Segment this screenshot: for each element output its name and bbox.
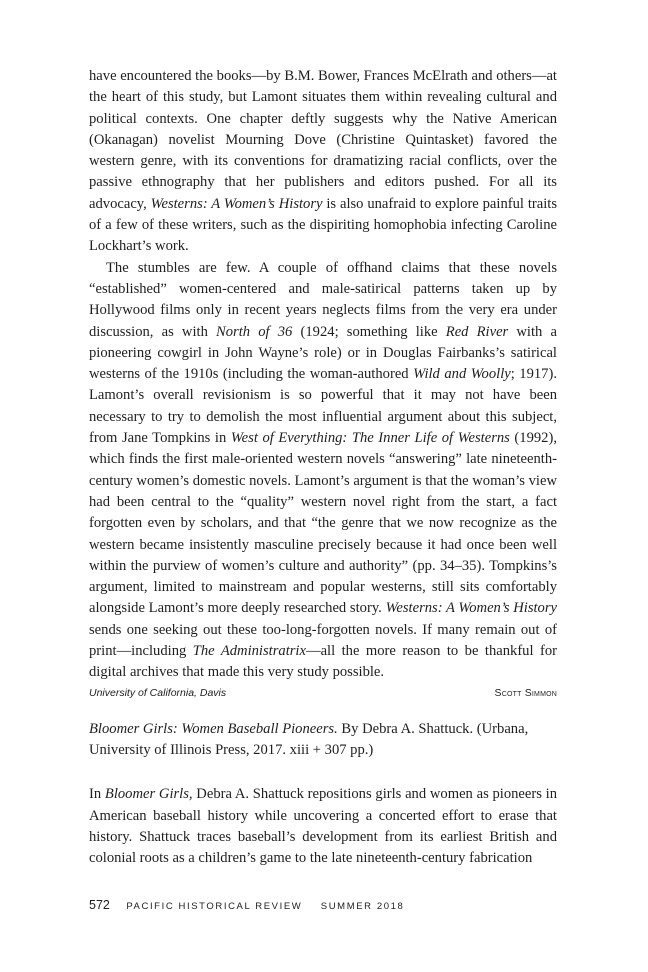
reviewer-signature <box>89 687 557 699</box>
book-title-italic: West of Everything: The Inner Life of Westerns <box>230 430 510 447</box>
book-title-italic: The Administratrix <box>192 643 306 660</box>
issue-label: SUMMER 2018 <box>320 901 405 912</box>
citation-details: By Debra A. Shattuck. (Urbana, University of Illinois Press, 2017. xiii + 307 pp.) <box>89 720 529 758</box>
text-run: In <box>89 786 105 803</box>
page-body <box>89 66 557 869</box>
reviewer-affiliation: University of California, Davis <box>89 686 227 699</box>
text-run: sends one seeking out these too-long-forgotten novels. If many remain out of print—including <box>89 621 557 660</box>
text-run: —all the more reason to be thankful for digital archives that made this very study possible. <box>89 643 557 681</box>
review1-paragraph-1 <box>89 66 557 258</box>
reviewer-name: Scott Simmon <box>494 686 557 699</box>
review2-paragraph-1 <box>89 784 557 869</box>
text-run: The stumbles are few. A couple of offhand claims that these novels “established” women-centered and male-satirical patterns taken up by Hollywood films only in recent years neglects films from the very era under discussion, as with <box>89 259 557 340</box>
text-run: Debra A. Shattuck repositions girls and women as pioneers in American baseball history while uncovering a concerted effort to erase that history. Shattuck traces baseball’s development from its earliest British and colonial roots as a children’s game to the late nineteenth-century fabrication <box>89 786 558 867</box>
text-run: (1924; something like <box>292 323 446 340</box>
film-title-italic: North of 36 <box>216 323 293 340</box>
journal-name: PACIFIC HISTORICAL REVIEW <box>126 901 303 912</box>
text-run: have encountered the books—by B.M. Bower, Frances McElrath and others—at the heart of this study, but Lamont situates them within revealing cultural and political contexts. One chapter deftly suggests why the Native American (Okanagan) novelist Mourning Dove (Christine Quintasket) favored the western genre, with its conventions for dramatizing racial conflicts, over the passive ethnography that her publishers and editors pushed. For all its advocacy, <box>89 68 557 212</box>
review1-paragraph-2 <box>89 258 557 684</box>
book-title-italic: Westerns: A Women’s History <box>150 195 323 212</box>
text-run: (1992), which finds the first male-oriented western novels “answering” late nineteenth-century women’s domestic novels. Lamont’s argument is that the woman’s view had been central to the “quality” western novel right from the start, a fact forgotten even by scholars, and that “the genre that we now recognize as the western became insistently masculine precisely because it had once been well within the purview of women’s culture and authority” (pp. 34–35). Tompkins’s argument, limited to mainstream and popular westerns, still sits comfortably alongside Lamont’s more deeply researched story. <box>89 430 557 617</box>
film-title-italic: Wild and Woolly <box>413 366 511 383</box>
page-footer <box>89 896 559 914</box>
book-title-italic: Bloomer Girls: Women Baseball Pioneers. <box>89 720 338 737</box>
page-number: 572 <box>89 898 110 912</box>
book-title-italic: Bloomer Girls, <box>104 786 193 803</box>
book-title-italic: Westerns: A Women’s History <box>385 600 558 617</box>
review2-citation <box>89 719 557 762</box>
text-run: ; 1917). Lamont’s overall revisionism is so powerful that it may not have been necessary to try to demolish the most influential argument about this subject, from Jane Tompkins in <box>89 366 557 447</box>
text-run: is also unafraid to explore painful traits of a few of these writers, such as the dispiriting homophobia infecting Caroline Lockhart’s work. <box>89 195 558 255</box>
film-title-italic: Red River <box>445 323 509 340</box>
text-run: with a pioneering cowgirl in John Wayne’s role) or in Douglas Fairbanks’s satirical westerns of the 1910s (including the woman-authored <box>89 323 557 383</box>
